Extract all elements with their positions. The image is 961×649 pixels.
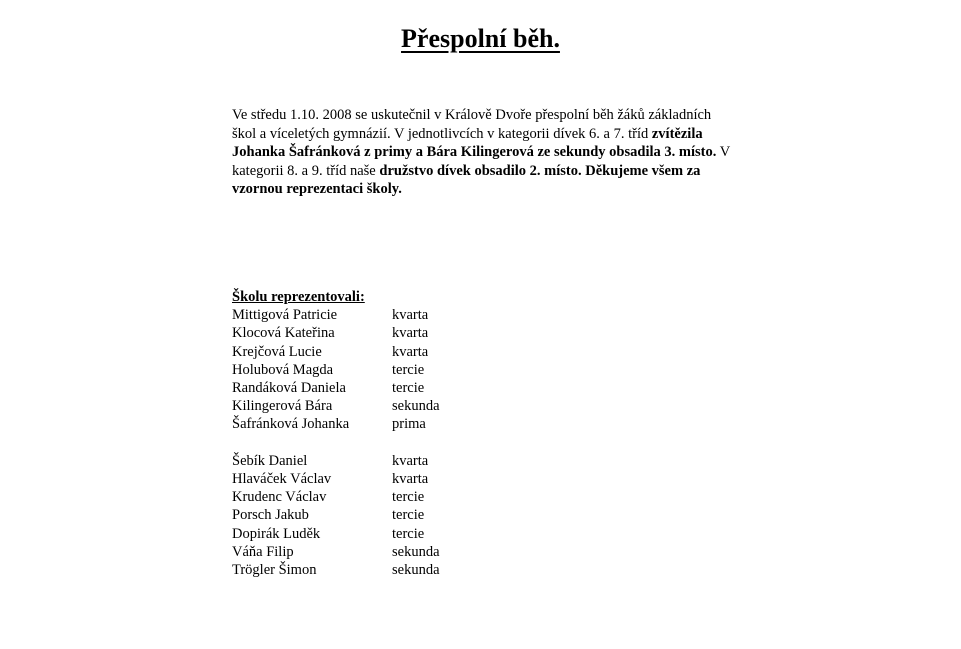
roster-row xyxy=(232,506,440,524)
student-grade: tercie xyxy=(392,507,425,524)
student-grade: tercie xyxy=(392,380,425,397)
student-name: Šebík Daniel xyxy=(232,452,308,469)
roster-heading: Školu reprezentovali: xyxy=(232,289,365,305)
roster xyxy=(232,288,440,579)
student-grade: kvarta xyxy=(392,307,429,324)
student-grade: kvarta xyxy=(392,452,429,469)
intro-text-1: Ve středu 1.10. 2008 se uskutečnil v Králově Dvoře přespolní běh žáků základních škol a víceletých gymnázií. V jednotlivcích v kategorii dívek 6. a 7. tříd xyxy=(232,107,712,142)
student-name: Váňa Filip xyxy=(232,543,294,560)
student-name: Trögler Šimon xyxy=(232,562,317,579)
student-grade: tercie xyxy=(392,525,425,542)
roster-row xyxy=(232,525,440,543)
student-name: Krudenc Václav xyxy=(232,489,327,506)
page-title-container xyxy=(0,18,961,55)
student-name: Hlaváček Václav xyxy=(232,471,332,488)
page-title: Přespolní běh. xyxy=(401,24,560,53)
student-name: Holubová Magda xyxy=(232,361,334,378)
student-grade: tercie xyxy=(392,361,425,378)
student-name: Krejčová Lucie xyxy=(232,343,322,360)
student-grade: sekunda xyxy=(392,562,440,579)
roster-row xyxy=(232,397,440,415)
student-grade: kvarta xyxy=(392,325,429,342)
student-grade: kvarta xyxy=(392,343,429,360)
student-grade: sekunda xyxy=(392,543,440,560)
intro-paragraph xyxy=(232,106,732,199)
student-name: Porsch Jakub xyxy=(232,507,309,524)
roster-row xyxy=(232,324,440,342)
student-grade: tercie xyxy=(392,489,425,506)
intro-text-2: V kategorii 8. a 9. tříd naše xyxy=(232,144,730,179)
roster-row xyxy=(232,452,440,470)
roster-row xyxy=(232,488,440,506)
student-name: Klocová Kateřina xyxy=(232,325,335,342)
intro-bold-2: družstvo dívek obsadilo 2. místo. Děkujeme všem za vzornou reprezentaci školy. xyxy=(232,162,701,198)
student-name: Šafránková Johanka xyxy=(232,416,350,433)
roster-row xyxy=(232,543,440,561)
student-name: Kilingerová Bára xyxy=(232,398,333,415)
roster-row xyxy=(232,306,440,324)
student-name: Dopirák Luděk xyxy=(232,525,321,542)
student-name: Mittigová Patricie xyxy=(232,307,338,324)
student-grade: prima xyxy=(392,416,426,433)
roster-row xyxy=(232,470,440,488)
roster-row xyxy=(232,561,440,579)
roster-row xyxy=(232,379,440,397)
roster-row xyxy=(232,361,440,379)
student-grade: sekunda xyxy=(392,398,440,415)
student-name: Randáková Daniela xyxy=(232,380,346,397)
roster-row xyxy=(232,343,440,361)
student-grade: kvarta xyxy=(392,471,429,488)
roster-row xyxy=(232,415,440,433)
intro-bold-1: zvítězila Johanka Šafránková z primy a Bára Kilingerová ze sekundy obsadila 3. místo. xyxy=(232,125,717,161)
group-spacer xyxy=(232,434,440,452)
